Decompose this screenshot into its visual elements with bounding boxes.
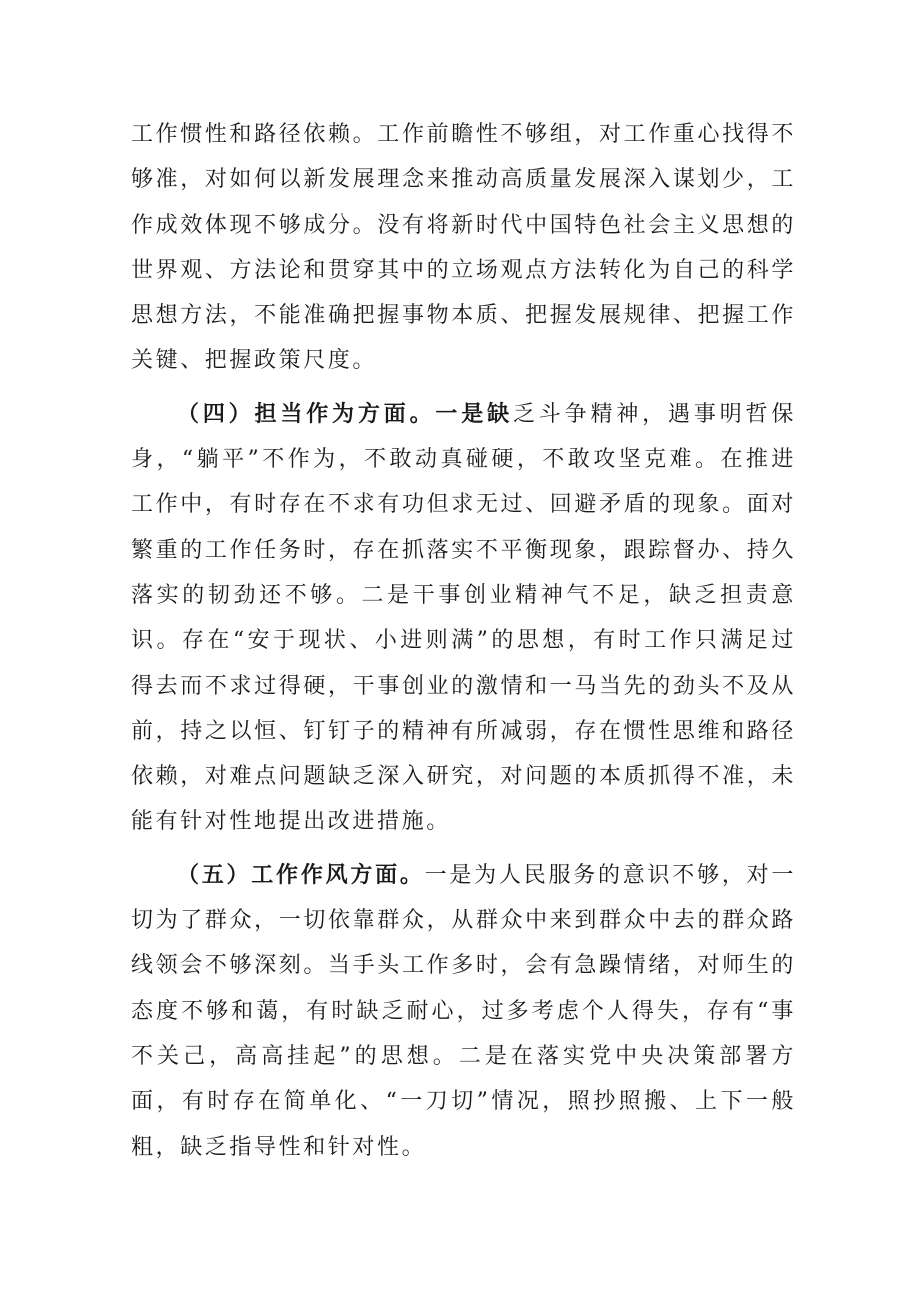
paragraph-text: 乏斗争精神，遇事明哲保身，“躺平”不作为，不敢动真碰硬，不敢攻坚克难。在推进工作中，有时存在不求有功但求无过、回避矛盾的现象。面对繁重的工作任务时，存在抓落实不平衡现象，跟踪督办、持久落实的韧劲还不够。二是干事创业精神气不足，缺乏担责意识。存在“安于现状、小进则满”的思想，有时工作只满足过得去而不求过得硬，干事创业的激情和一马当先的劲头不及从前，持之以恒、钉钉子的精神有所减弱，存在惯性思维和路径依赖，对难点问题缺乏深入研究，对问题的本质抓得不准，未能有针对性地提出改进措施。 [131, 401, 796, 835]
paragraph-section-5 [131, 853, 796, 1170]
paragraph-text: 一是为人民服务的意识不够，对一切为了群众，一切依靠群众，从群众中来到群众中去的群众路线领会不够深刻。当手头工作多时，会有急躁情绪，对师生的态度不够和蔼，有时缺乏耐心，过多考虑个人得失，存有“事不关己，高高挂起”的思想。二是在落实党中央决策部署方面，有时存在简单化、“一刀切”情况，照抄照搬、上下一般粗，缺乏指导性和针对性。 [131, 862, 796, 1160]
section-heading-5: （五）工作作风方面。 [177, 861, 425, 888]
section-heading-4: （四）担当作为方面。一是缺 [177, 400, 513, 427]
paragraph-section-4 [131, 392, 796, 845]
document-body [131, 112, 796, 1170]
paragraph-text: 工作惯性和路径依赖。工作前瞻性不够组，对工作重心找得不够准，对如何以新发展理念来推动高质量发展深入谋划少，工作成效体现不够成分。没有将新时代中国特色社会主义思想的世界观、方法论和贯穿其中的立场观点方法转化为自己的科学思想方法，不能准确把握事物本质、把握发展规律、把握工作关键、把握政策尺度。 [131, 122, 796, 374]
paragraph-continuation [131, 112, 796, 384]
